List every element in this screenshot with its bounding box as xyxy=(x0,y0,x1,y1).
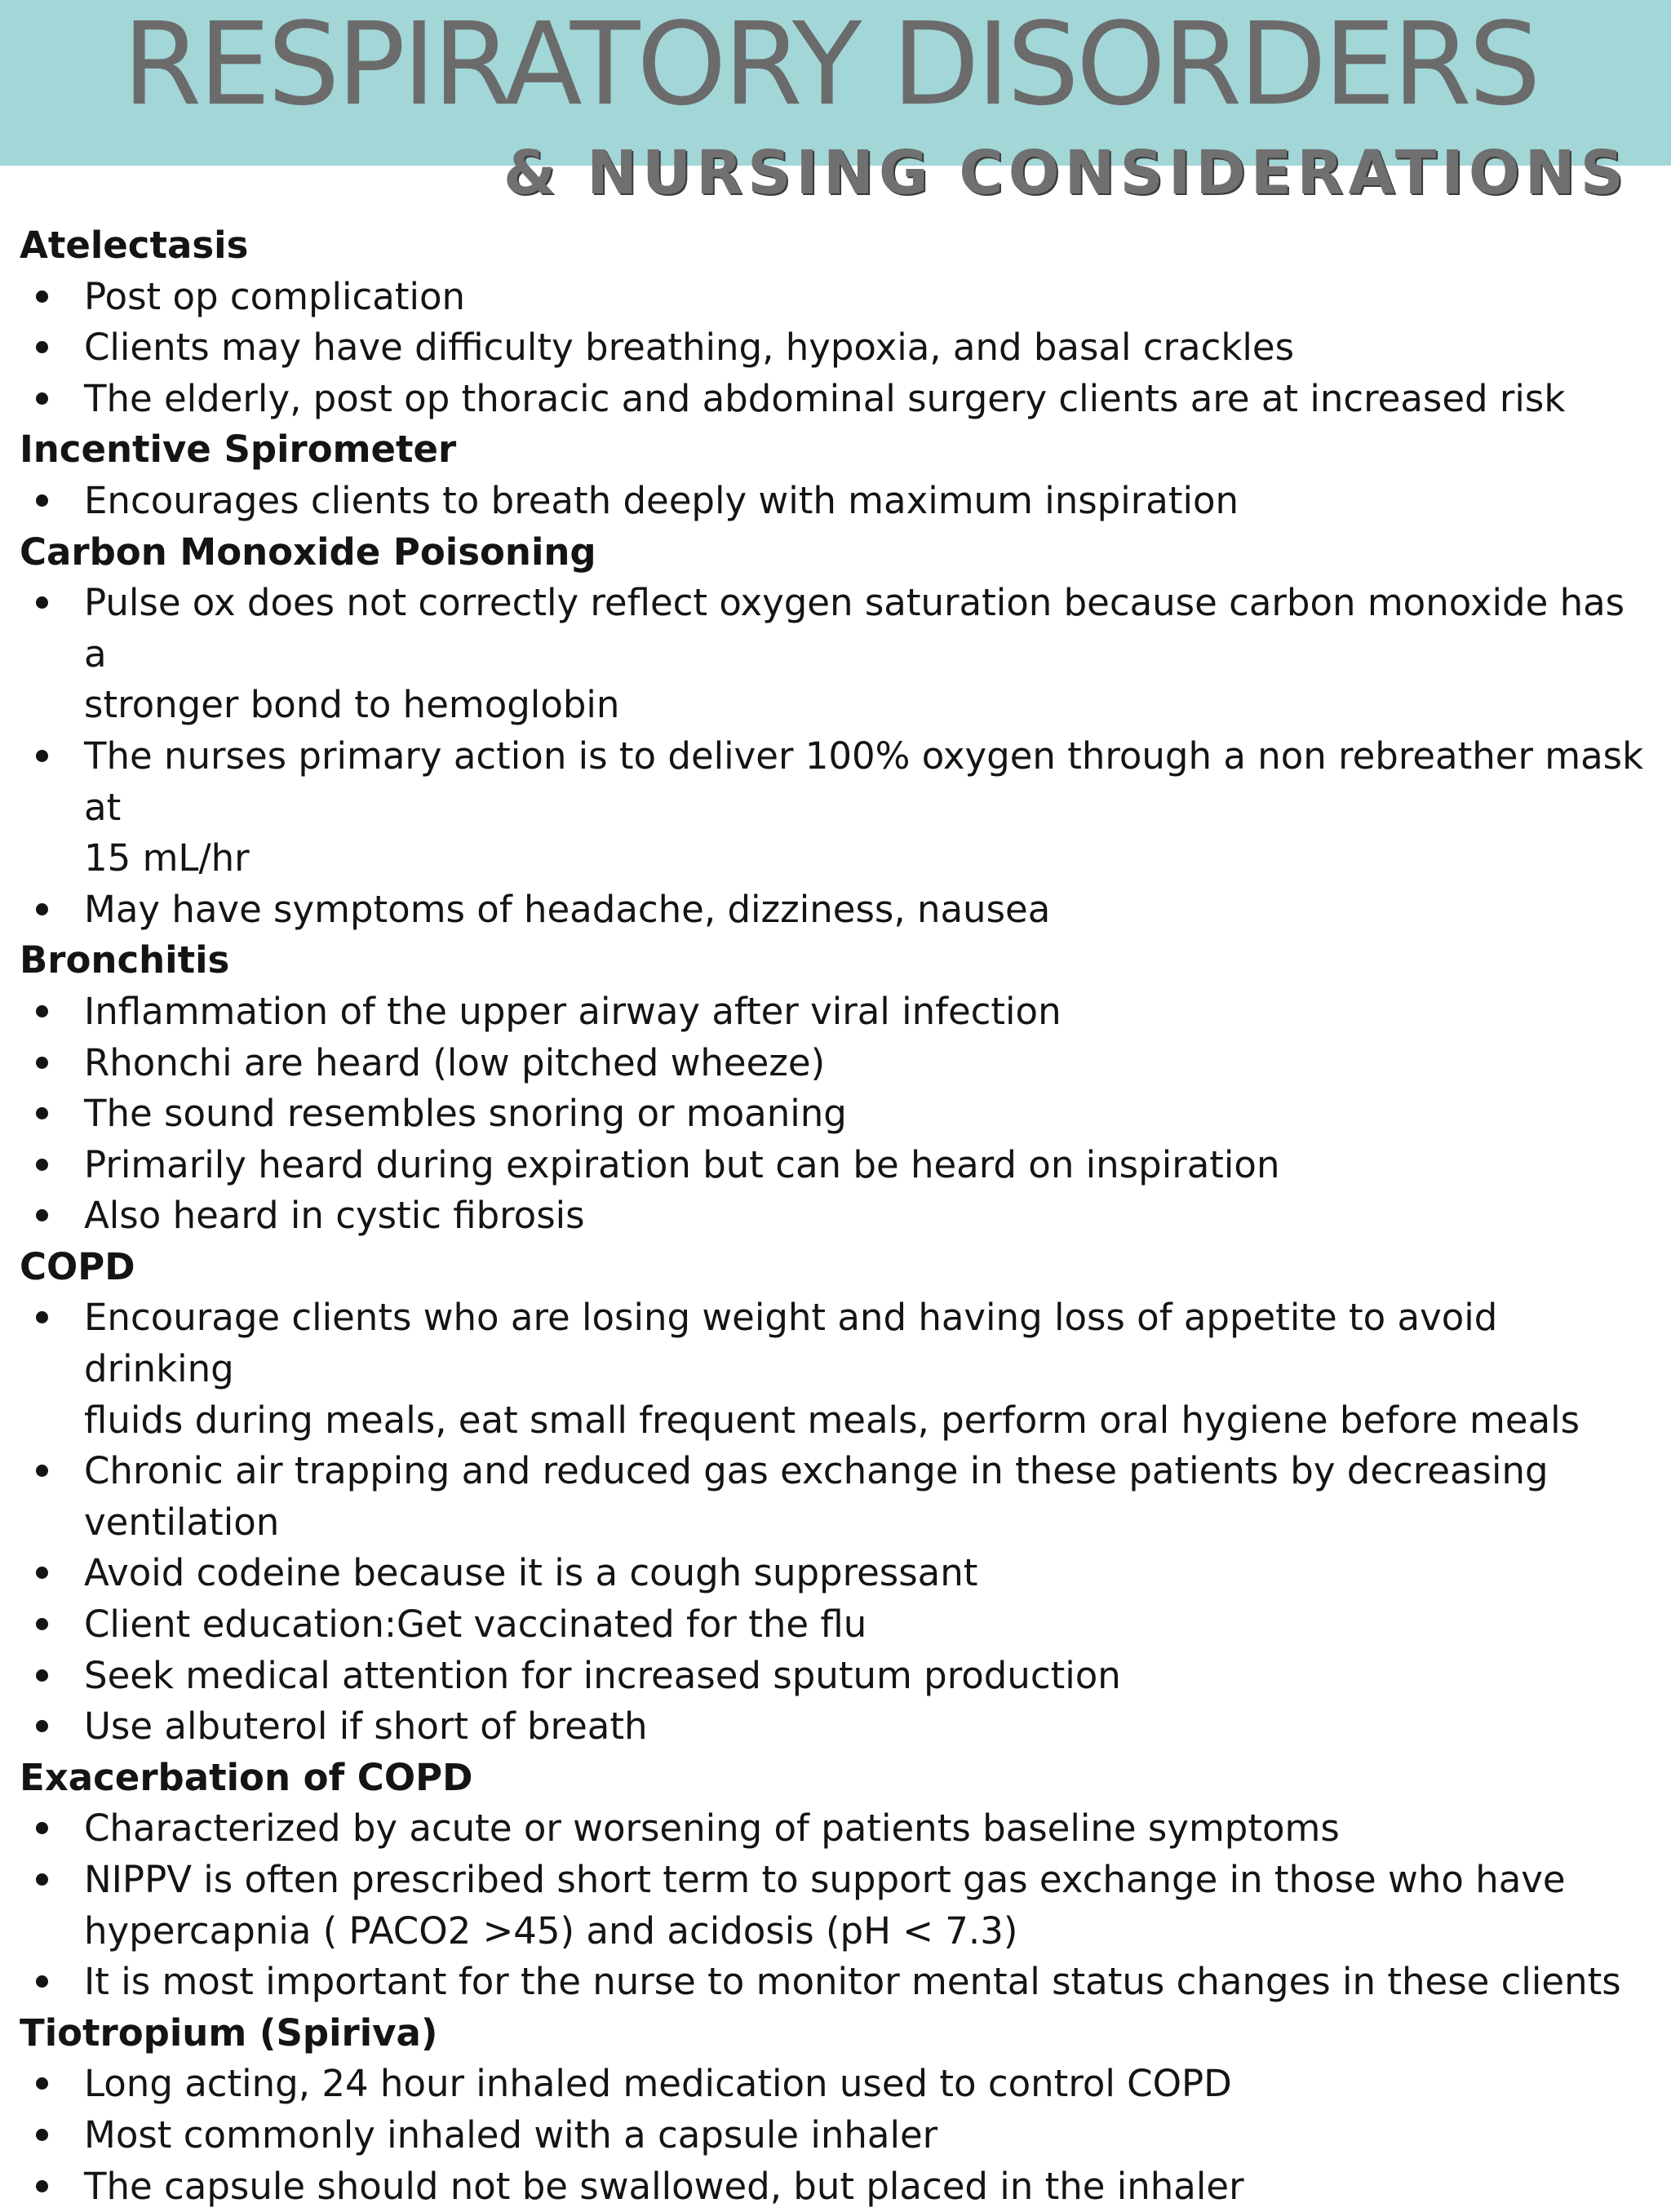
bullet-list xyxy=(20,272,1651,425)
section xyxy=(20,935,1651,1242)
bullet-dot-icon xyxy=(36,1159,48,1171)
bullet-dot-icon xyxy=(36,2077,48,2090)
bullet-dot-icon xyxy=(36,341,48,353)
bullet-item xyxy=(20,272,1651,323)
bullet-item xyxy=(20,476,1651,527)
bullet-item xyxy=(20,1292,1651,1446)
section xyxy=(20,1242,1651,1753)
bullet-text: Client education:Get vaccinated for the flu xyxy=(84,1602,867,1647)
bullet-dot-icon xyxy=(36,1209,48,1221)
bullet-dot-icon xyxy=(36,1669,48,1682)
bullet-item xyxy=(20,322,1651,374)
bullet-text: The capsule should not be swallowed, but placed in the inhaler xyxy=(84,2164,1244,2208)
bullet-item xyxy=(20,1088,1651,1140)
bullet-item xyxy=(20,578,1651,731)
bullet-text: NIPPV is often prescribed short term to support gas exchange in those who have hypercapnia ( PACO2 >45) and acidosis (pH < 7.3) xyxy=(84,1858,1566,1953)
bullet-text: Primarily heard during expiration but can be heard on inspiration xyxy=(84,1142,1280,1186)
bullet-text: Chronic air trapping and reduced gas exchange in these patients by decreasing ventilation xyxy=(84,1449,1549,1544)
bullet-item xyxy=(20,1651,1651,1702)
bullet-text: Post op complication xyxy=(84,274,466,318)
section-heading: Atelectasis xyxy=(20,224,249,267)
section-heading: COPD xyxy=(20,1244,135,1288)
bullet-list xyxy=(20,578,1651,935)
bullet-dot-icon xyxy=(36,903,48,915)
bullet-dot-icon xyxy=(36,1975,48,1988)
bullet-text: The elderly, post op thoracic and abdominal surgery clients are at increased risk xyxy=(84,376,1566,420)
bullet-dot-icon xyxy=(36,494,48,507)
bullet-item xyxy=(20,1599,1651,1651)
bullet-item xyxy=(20,1803,1651,1855)
bullet-item xyxy=(20,884,1651,936)
bullet-item xyxy=(20,1038,1651,1089)
bullet-dot-icon xyxy=(36,2180,48,2192)
bullet-item xyxy=(20,986,1651,1038)
bullet-list xyxy=(20,986,1651,1242)
bullet-item xyxy=(20,731,1651,884)
bullet-item xyxy=(20,1855,1651,1957)
bullet-text: Encourage clients who are losing weight and having loss of appetite to avoid drinking fluids during meals, eat small frequent meals, perform oral hygiene before meals xyxy=(84,1296,1580,1442)
bullet-list xyxy=(20,1292,1651,1752)
bullet-dot-icon xyxy=(36,1618,48,1630)
bullet-item xyxy=(20,2161,1651,2212)
section-heading: Bronchitis xyxy=(20,938,230,982)
bullet-item xyxy=(20,1190,1651,1242)
bullet-list xyxy=(20,1803,1651,2007)
bullet-dot-icon xyxy=(36,2129,48,2141)
bullet-list xyxy=(20,476,1651,527)
section xyxy=(20,527,1651,936)
bullet-item xyxy=(20,1140,1651,1191)
bullet-text: Use albuterol if short of breath xyxy=(84,1704,648,1749)
bullet-dot-icon xyxy=(36,290,48,303)
bullet-dot-icon xyxy=(36,1720,48,1732)
bullet-text: Clients may have difficulty breathing, hypoxia, and basal crackles xyxy=(84,326,1295,370)
section xyxy=(20,220,1651,424)
bullet-item xyxy=(20,2110,1651,2161)
bullet-dot-icon xyxy=(36,596,48,609)
bullet-dot-icon xyxy=(36,1873,48,1886)
bullet-item xyxy=(20,1701,1651,1753)
bullet-dot-icon xyxy=(36,1822,48,1834)
bullet-dot-icon xyxy=(36,1465,48,1477)
bullet-text: Long acting, 24 hour inhaled medication used to control COPD xyxy=(84,2062,1232,2106)
bullet-dot-icon xyxy=(36,1005,48,1017)
bullet-text: The nurses primary action is to deliver 100% oxygen through a non rebreather mask at 15 mL/hr xyxy=(84,734,1644,880)
bullet-dot-icon xyxy=(36,1057,48,1069)
bullet-dot-icon xyxy=(36,750,48,762)
bullet-text: Avoid codeine because it is a cough suppressant xyxy=(84,1551,978,1595)
section xyxy=(20,1753,1651,2008)
bullet-item xyxy=(20,2059,1651,2110)
bullet-item xyxy=(20,1446,1651,1548)
bullet-text: Encourages clients to breath deeply with maximum inspiration xyxy=(84,478,1239,522)
bullet-text: Also heard in cystic fibrosis xyxy=(84,1194,585,1238)
bullet-text: Characterized by acute or worsening of patients baseline symptoms xyxy=(84,1806,1340,1851)
bullet-text: May have symptoms of headache, dizziness, nausea xyxy=(84,887,1051,931)
bullet-text: The sound resembles snoring or moaning xyxy=(84,1092,847,1136)
section-heading: Incentive Spirometer xyxy=(20,428,457,472)
bullet-text: Rhonchi are heard (low pitched wheeze) xyxy=(84,1040,826,1084)
section-heading: Carbon Monoxide Poisoning xyxy=(20,530,596,574)
bullet-dot-icon xyxy=(36,1567,48,1579)
section xyxy=(20,2008,1651,2212)
page-subtitle: & NURSING CONSIDERATIONS xyxy=(503,138,1629,208)
notes-content xyxy=(20,220,1651,2212)
bullet-item xyxy=(20,1957,1651,2008)
page-title: RESPIRATORY DISORDERS xyxy=(122,0,1538,131)
bullet-text: Pulse ox does not correctly reflect oxygen saturation because carbon monoxide has a stronger bond to hemoglobin xyxy=(84,581,1625,727)
bullet-text: It is most important for the nurse to monitor mental status changes in these clients xyxy=(84,1960,1621,2004)
bullet-item xyxy=(20,1548,1651,1599)
bullet-text: Inflammation of the upper airway after viral infection xyxy=(84,989,1062,1033)
section-heading: Exacerbation of COPD xyxy=(20,1755,473,1799)
section xyxy=(20,424,1651,526)
bullet-text: Seek medical attention for increased sputum production xyxy=(84,1653,1121,1697)
section-heading: Tiotropium (Spiriva) xyxy=(20,2010,438,2055)
bullet-dot-icon xyxy=(36,392,48,405)
bullet-list xyxy=(20,2059,1651,2212)
bullet-text: Most commonly inhaled with a capsule inhaler xyxy=(84,2112,938,2157)
bullet-item xyxy=(20,374,1651,425)
bullet-dot-icon xyxy=(36,1311,48,1323)
bullet-dot-icon xyxy=(36,1107,48,1119)
